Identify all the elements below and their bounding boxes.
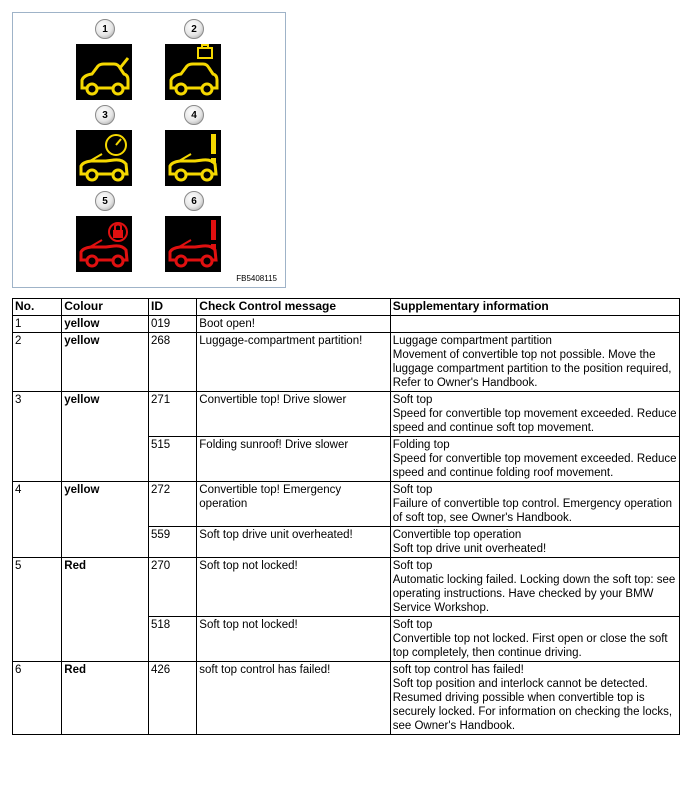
cell-message: Folding sunroof! Drive slower [197,437,390,482]
cell-colour: Red [62,558,149,662]
soft-top-locked-icon [76,216,132,272]
cell-colour: yellow [62,316,149,333]
icon-number-5: 5 [95,191,115,211]
icon-number-6: 6 [184,191,204,211]
drive-slower-icon [76,130,132,186]
cell-supplementary [390,482,679,527]
supplementary-line: Speed for convertible top movement exceeded. Reduce speed and continue soft top movement. [392,408,677,434]
cell-supplementary [390,333,679,392]
cell-supplementary [390,392,679,437]
cell-colour: yellow [62,392,149,482]
cell-message: Soft top drive unit overheated! [197,527,390,558]
icon-number-3: 3 [95,105,115,125]
table-row [13,316,680,333]
supplementary-line: Soft top [392,619,433,631]
supplementary-line: Automatic locking failed. Locking down the soft top: see operating instructions. Have checked by your BMW Service Workshop. [392,574,676,614]
cell-no: 5 [13,558,62,662]
cell-supplementary [390,558,679,617]
cell-supplementary [390,316,679,333]
cell-message: Luggage-compartment partition! [197,333,390,392]
convertible-warning-icon [165,130,221,186]
cell-colour: yellow [62,482,149,558]
cell-supplementary [390,662,679,735]
supplementary-line: Failure of convertible top control. Emergency operation of soft top, see Owner's Handbook. [392,498,673,524]
table-header-row [13,299,680,316]
icon-number-4: 4 [184,105,204,125]
cell-id: 271 [149,392,197,437]
supplementary-line: Folding top [392,439,450,451]
supplementary-line: Convertible top not locked. First open or close the soft top completely, then continue driving. [392,633,668,659]
warning-icons-figure [12,12,286,288]
soft-top-failed-icon [165,216,221,272]
cell-no: 2 [13,333,62,392]
cell-no: 1 [13,316,62,333]
header-message: Check Control message [197,299,390,316]
cell-message: soft top control has failed! [197,662,390,735]
supplementary-line: Soft top [392,484,433,496]
cell-supplementary [390,617,679,662]
header-supplementary: Supplementary information [390,299,679,316]
cell-no: 6 [13,662,62,735]
cell-message: Convertible top! Drive slower [197,392,390,437]
supplementary-line: Soft top [392,394,433,406]
table-row [13,392,680,437]
header-colour: Colour [62,299,149,316]
supplementary-line: Soft top [392,560,433,572]
figure-code: FB5408115 [236,274,277,283]
supplementary-line: Luggage compartment partition [392,335,552,347]
cell-id: 270 [149,558,197,617]
icon-number-2: 2 [184,19,204,39]
supplementary-line: Movement of convertible top not possible. Move the luggage compartment partition to the position required, Refer to Owner's Handbook. [392,349,672,389]
cell-supplementary [390,437,679,482]
cell-id: 272 [149,482,197,527]
cell-id: 515 [149,437,197,482]
luggage-partition-icon [165,44,221,100]
cell-no: 3 [13,392,62,482]
table-row [13,662,680,735]
boot-open-icon [76,44,132,100]
cell-message: Soft top not locked! [197,617,390,662]
header-id: ID [149,299,197,316]
table-row [13,558,680,617]
table-row [13,333,680,392]
header-no: No. [13,299,62,316]
cell-id: 268 [149,333,197,392]
cell-colour: Red [62,662,149,735]
supplementary-line: soft top control has failed! [392,664,524,676]
cell-id: 019 [149,316,197,333]
supplementary-line: Speed for convertible top movement exceeded. Reduce speed and continue folding roof movement. [392,453,677,479]
check-control-table [12,298,680,735]
cell-id: 518 [149,617,197,662]
cell-no: 4 [13,482,62,558]
cell-message: Soft top not locked! [197,558,390,617]
supplementary-line: Soft top drive unit overheated! [392,543,547,555]
cell-supplementary [390,527,679,558]
table-row [13,482,680,527]
cell-message: Convertible top! Emergency operation [197,482,390,527]
cell-message: Boot open! [197,316,390,333]
cell-colour: yellow [62,333,149,392]
supplementary-line: Convertible top operation [392,529,522,541]
supplementary-line: Soft top position and interlock cannot be detected. Resumed driving possible when convertible top is securely locked. For information on checking the locks, see Owner's Handbook. [392,678,673,732]
cell-id: 426 [149,662,197,735]
cell-id: 559 [149,527,197,558]
icon-number-1: 1 [95,19,115,39]
